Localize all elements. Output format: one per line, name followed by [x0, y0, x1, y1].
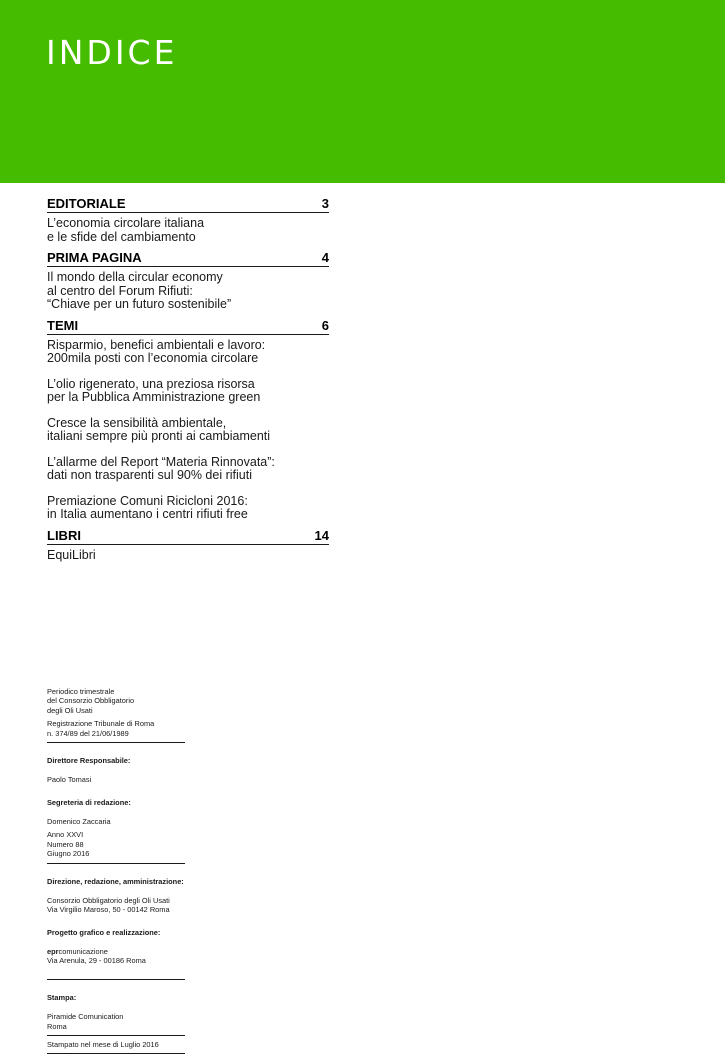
colophon-label: Stampa:	[47, 993, 77, 1003]
toc-section-libri	[47, 528, 329, 563]
toc-page-number: 14	[314, 527, 329, 543]
colophon-direzione	[47, 868, 185, 915]
toc-item[interactable]: EquiLibri	[47, 547, 96, 562]
toc-section-title: LIBRI	[47, 527, 81, 543]
toc-section-temi	[47, 318, 329, 522]
toc-section-title: TEMI	[47, 317, 79, 333]
toc-item[interactable]: Risparmio, benefici ambientali e lavoro: 200mila posti con l’economia circolare	[47, 337, 266, 365]
toc-item[interactable]: L’economia circolare italiana e le sfide del cambiamento	[47, 216, 205, 244]
colophon-label: Segreteria di redazione:	[47, 798, 131, 808]
toc-page-number: 4	[321, 250, 329, 265]
colophon-value: Piramide Comunication Roma	[47, 1012, 124, 1031]
colophon-anno: Anno XXVI Numero 88 Giugno 2016	[47, 830, 185, 863]
toc-item[interactable]: Cresce la sensibilità ambientale, italiani sempre più pronti ai cambiamenti	[47, 415, 271, 443]
colophon-periodico: Periodico trimestrale del Consorzio Obbligatorio degli Oli Usati	[47, 687, 135, 715]
colophon-registrazione: Registrazione Tribunale di Roma n. 374/89 del 21/06/1989	[47, 719, 185, 743]
toc-section-editoriale	[47, 196, 329, 244]
toc-page-number: 3	[321, 196, 329, 211]
header-banner	[0, 0, 725, 183]
colophon	[47, 687, 185, 1058]
colophon-value: Paolo Tomasi	[47, 775, 92, 785]
toc-section-header	[47, 196, 329, 213]
colophon-label: Progetto grafico e realizzazione:	[47, 927, 161, 937]
colophon-segreteria	[47, 789, 185, 827]
colophon-brand-rest: comunicazione	[58, 946, 108, 956]
toc-section-prima-pagina	[47, 250, 329, 312]
colophon-stampa	[47, 984, 185, 1036]
colophon-label: Direttore Responsabile:	[47, 756, 131, 766]
toc-section-header	[47, 318, 329, 335]
toc-section-header	[47, 250, 329, 267]
colophon-address: Via Arenula, 29 - 00186 Roma	[47, 956, 146, 966]
colophon-label: Direzione, redazione, amministrazione:	[47, 876, 184, 886]
toc-item[interactable]: Il mondo della circular economy al centro del Forum Rifiuti: “Chiave per un futuro sostenibile”	[47, 270, 232, 311]
toc-page-number: 6	[321, 317, 329, 333]
colophon-stampato: Stampato nel mese di Luglio 2016	[47, 1040, 185, 1054]
toc-item[interactable]: Premiazione Comuni Ricicloni 2016: in Italia aumentano i centri rifiuti free	[47, 493, 248, 521]
toc-section-title: PRIMA PAGINA	[47, 250, 142, 265]
colophon-value: Consorzio Obbligatorio degli Oli Usati Via Virgilio Maroso, 50 - 00142 Roma	[47, 895, 170, 915]
colophon-progetto	[47, 919, 185, 980]
colophon-value: Domenico Zaccaria	[47, 816, 111, 826]
colophon-brand	[47, 947, 108, 956]
toc-item[interactable]: L’olio rigenerato, una preziosa risorsa per la Pubblica Amministrazione green	[47, 376, 261, 404]
toc-section-header	[47, 528, 329, 545]
page-title: INDICE	[46, 33, 178, 72]
toc-section-title: EDITORIALE	[47, 196, 126, 211]
colophon-direttore	[47, 747, 185, 785]
toc-item[interactable]: L’allarme del Report “Materia Rinnovata”: dati non trasparenti sul 90% dei rifiuti	[47, 454, 275, 482]
colophon-brand-bold: epr	[47, 946, 59, 956]
table-of-contents	[47, 196, 329, 568]
